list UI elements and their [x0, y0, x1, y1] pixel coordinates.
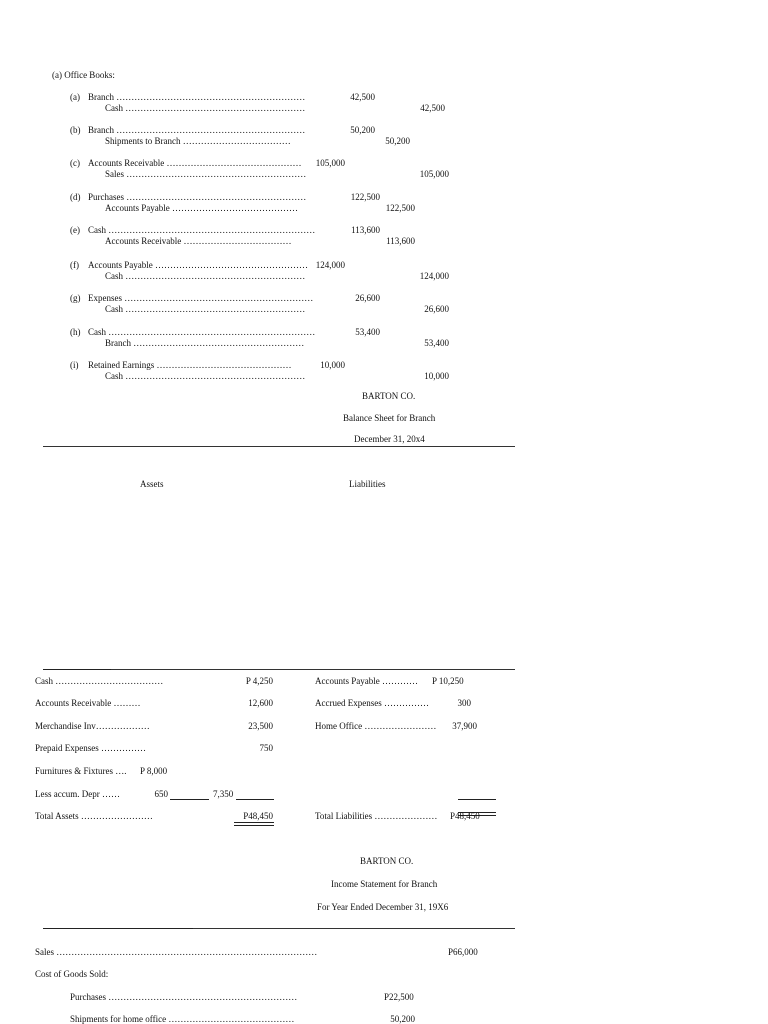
entry-credit-amount: 53,400: [424, 338, 449, 348]
asset-label: Prepaid Expenses ……………: [35, 743, 146, 753]
entry-credit-account: Branch …………………………………………………: [105, 339, 305, 348]
furniture-label: Furnitures & Fixtures ….: [35, 766, 127, 776]
entry-letter: (d): [70, 192, 81, 202]
entry-credit-amount: 113,600: [386, 236, 415, 246]
purchases-amount: P22,500: [384, 992, 414, 1002]
total-liabilities-amount: P48,450: [450, 811, 480, 821]
liability-label: Accrued Expenses ……………: [315, 698, 429, 708]
entry-credit-amount: 124,000: [419, 271, 449, 281]
entry-credit-account: Shipments to Branch ………………………………: [105, 137, 291, 146]
entry-debit-account: Cash ……………………………………………………………: [88, 226, 316, 235]
liability-label: Home Office ……………………: [315, 721, 437, 731]
office-books-heading: (a) Office Books:: [52, 70, 115, 80]
furniture-amount: P 8,000: [140, 766, 168, 776]
liabilities-header: Liabilities: [349, 479, 386, 489]
entry-credit-amount: 122,500: [385, 203, 415, 213]
entry-letter: (h): [70, 327, 81, 337]
entry-letter: (g): [70, 293, 81, 303]
total-assets-double-rule: [234, 822, 274, 826]
entry-letter: (a): [70, 92, 80, 102]
entry-debit-account: Branch ………………………………………………………: [88, 126, 306, 135]
entry-debit-amount: 113,600: [351, 225, 380, 235]
entry-debit-amount: 124,000: [315, 260, 345, 270]
net-underline: [236, 799, 274, 800]
entry-credit-account: Sales ……………………………………………………: [105, 170, 307, 179]
entry-letter: (i): [70, 360, 79, 370]
entry-debit-account: Branch ………………………………………………………: [88, 93, 306, 102]
entry-debit-amount: 50,200: [350, 125, 375, 135]
entry-credit-amount: 26,600: [424, 304, 449, 314]
asset-amount: 750: [259, 743, 273, 753]
entry-credit-account: Cash ……………………………………………………: [105, 372, 306, 381]
asset-label: Accounts Receivable ………: [35, 698, 141, 708]
entry-credit-amount: 50,200: [385, 136, 410, 146]
entry-debit-amount: 26,600: [355, 293, 380, 303]
depr-underline: [170, 799, 209, 800]
total-assets-label: Total Assets ……………………: [35, 811, 153, 821]
entry-letter: (f): [70, 260, 79, 270]
entry-debit-amount: 42,500: [350, 92, 375, 102]
income-statement-rule-right: [193, 928, 515, 929]
sales-label: Sales ……………………………………………………………………………: [35, 947, 318, 957]
income-statement-date: For Year Ended December 31, 19X6: [317, 902, 449, 912]
entry-debit-amount: 53,400: [355, 327, 380, 337]
sales-amount: P66,000: [448, 947, 478, 957]
entry-debit-amount: 105,000: [315, 158, 345, 168]
entry-debit-account: Cash ……………………………………………………………: [88, 328, 316, 337]
entry-debit-amount: 10,000: [320, 360, 345, 370]
entry-credit-amount: 105,000: [419, 169, 449, 179]
entry-debit-account: Accounts Payable ……………………………………………: [88, 261, 308, 270]
shipments-amount: 50,200: [390, 1014, 415, 1024]
total-liabilities-label: Total Liabilities …………………: [315, 811, 438, 821]
entry-credit-account: Accounts Payable ……………………………………: [105, 204, 298, 213]
shipments-label: Shipments for home office ……………………………………: [70, 1014, 295, 1024]
balance-sheet-date: December 31, 20x4: [354, 434, 425, 444]
purchases-label: Purchases ………………………………………………………: [70, 992, 298, 1002]
liabilities-underline: [458, 799, 496, 800]
entry-credit-account: Cash ……………………………………………………: [105, 104, 306, 113]
entry-letter: (e): [70, 225, 80, 235]
accum-depr-amount: 650: [154, 789, 168, 799]
entry-debit-account: Accounts Receivable ………………………………………: [88, 159, 302, 168]
entry-credit-account: Cash ……………………………………………………: [105, 272, 306, 281]
liabilities-column-rule: [111, 669, 515, 670]
net-furniture-amount: 7,350: [213, 789, 234, 799]
assets-header: Assets: [140, 479, 164, 489]
balance-sheet-title: Balance Sheet for Branch: [343, 413, 436, 423]
balance-sheet-rule: [43, 446, 515, 447]
income-statement-rule-left: [43, 928, 193, 929]
asset-label: Cash ………………………………: [35, 676, 164, 686]
income-statement-company: BARTON CO.: [360, 856, 414, 866]
liability-amount: 300: [457, 698, 471, 708]
entry-letter: (b): [70, 125, 81, 135]
entry-debit-account: Retained Earnings ………………………………………: [88, 361, 292, 370]
liability-amount: 37,900: [452, 721, 477, 731]
entry-credit-amount: 42,500: [420, 103, 445, 113]
entry-credit-account: Accounts Receivable ………………………………: [105, 237, 292, 246]
asset-amount: 12,600: [248, 698, 273, 708]
total-assets-amount: P48,450: [243, 811, 273, 821]
entry-debit-account: Purchases ……………………………………………………: [88, 193, 307, 202]
entry-letter: (c): [70, 158, 80, 168]
entry-debit-account: Expenses ………………………………………………………: [88, 294, 314, 303]
entry-debit-amount: 122,500: [350, 192, 380, 202]
asset-amount: P 4,250: [245, 676, 273, 686]
entry-credit-account: Cash ……………………………………………………: [105, 305, 306, 314]
liability-label: Accounts Payable …………: [315, 676, 418, 686]
cogs-label: Cost of Goods Sold:: [35, 969, 109, 979]
income-statement-title: Income Statement for Branch: [331, 879, 438, 889]
balance-sheet-company: BARTON CO.: [362, 391, 416, 401]
assets-column-rule: [43, 669, 111, 670]
asset-amount: 23,500: [248, 721, 273, 731]
liability-amount: P 10,250: [432, 676, 464, 686]
less-depr-label: Less accum. Depr ……: [35, 789, 120, 799]
asset-label: Merchandise Inv………………: [35, 721, 150, 731]
entry-credit-amount: 10,000: [424, 371, 449, 381]
